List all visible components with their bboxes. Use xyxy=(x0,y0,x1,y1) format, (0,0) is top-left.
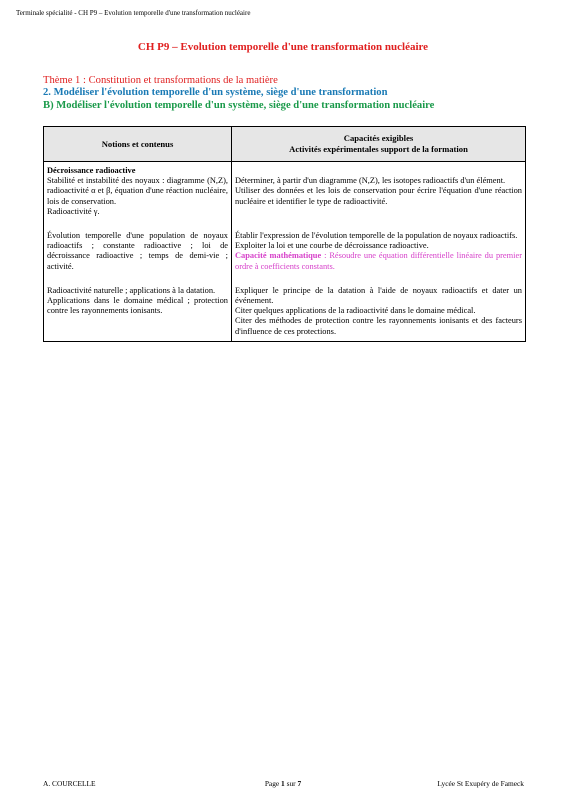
header-capacites-line2: Activités expérimentales support de la formation xyxy=(289,144,468,154)
capacites-math xyxy=(235,251,522,271)
notions-s2: Évolution temporelle d'une population de noyaux radioactifs ; constante radioactive ; loi de décroissance radioactive ; temps de demi-vie ; activité. xyxy=(47,231,228,271)
header-capacites-line1: Capacités exigibles xyxy=(343,133,414,143)
notions-cell xyxy=(44,162,232,232)
page-mid: sur xyxy=(284,779,298,788)
capacites-s3-line1: Expliquer le principe de la datation à l'aide de noyaux radioactifs et dater un événement. xyxy=(235,285,522,306)
table-row xyxy=(44,162,526,232)
footer-school: Lycée St Exupéry de Fameck xyxy=(437,779,524,788)
capacites-cell xyxy=(232,162,526,232)
section-2-label: 2. Modéliser l'évolution temporelle d'un système, siège d'une transformation xyxy=(43,87,388,99)
capacites-s1-line1: Déterminer, à partir d'un diagramme (N,Z), les isotopes radioactifs d'un élément. xyxy=(235,176,506,186)
notions-cell xyxy=(44,286,232,342)
table-row xyxy=(44,231,526,286)
curriculum-table xyxy=(43,126,526,342)
capacites-s1-line2: Utiliser des données et les lois de conservation pour écrire l'équation d'une réaction nucléaire et identifier le type de radioactivité. xyxy=(235,186,522,206)
capacites-s2-line1: Établir l'expression de l'évolution temporelle de la population de noyaux radioactifs. xyxy=(235,231,518,241)
spacer xyxy=(235,166,522,176)
header-capacites xyxy=(232,127,526,162)
footer-author: A. COURCELLE xyxy=(43,779,96,788)
notions-s3-line1: Radioactivité naturelle ; applications à la datation. xyxy=(47,285,216,295)
header-notions: Notions et contenus xyxy=(44,127,232,162)
capacites-cell xyxy=(232,286,526,342)
chapter-title: CH P9 – Evolution temporelle d'une transformation nucléaire xyxy=(137,41,429,53)
math-label: Capacité mathématique xyxy=(235,251,322,261)
theme-1-label: Thème 1 : Constitution et transformations de la matière xyxy=(43,75,278,86)
notions-s3-line2: Applications dans le domaine médical ; protection contre les rayonnements ionisants. xyxy=(47,296,228,316)
section-b-label: B) Modéliser l'évolution temporelle d'un système, siège d'une transformation nucléaire xyxy=(43,99,435,111)
notions-cell xyxy=(44,231,232,286)
math-text: : Résoudre une équation différentielle linéaire du premier ordre à coefficients constants. xyxy=(235,251,522,271)
table-header-row xyxy=(44,127,526,162)
page-current: 1 xyxy=(281,779,285,788)
page-prefix: Page xyxy=(264,779,282,788)
notions-s1-line1: Stabilité et instabilité des noyaux : diagramme (N,Z), radioactivité α et β, équation d'une réaction nucléaire, lois de conservation. xyxy=(47,176,228,206)
page-header: Terminale spécialité - CH P9 – Evolution temporelle d'une transformation nucléaire xyxy=(16,9,251,17)
capacites-s2-line2: Exploiter la loi et une courbe de décroissance radioactive. xyxy=(235,241,429,251)
capacites-cell xyxy=(232,231,526,286)
theme-block xyxy=(43,75,434,112)
page-total: 7 xyxy=(297,779,302,788)
capacites-s3-line3: Citer des méthodes de protection contre les rayonnements ionisants et des facteurs d'influence de ces protections. xyxy=(235,316,522,336)
notions-heading: Décroissance radioactive xyxy=(47,166,136,175)
table-row xyxy=(44,286,526,342)
capacites-s3-line2: Citer quelques applications de la radioactivité dans le domaine médical. xyxy=(235,306,476,316)
notions-s1-line2: Radioactivité γ. xyxy=(47,206,100,216)
